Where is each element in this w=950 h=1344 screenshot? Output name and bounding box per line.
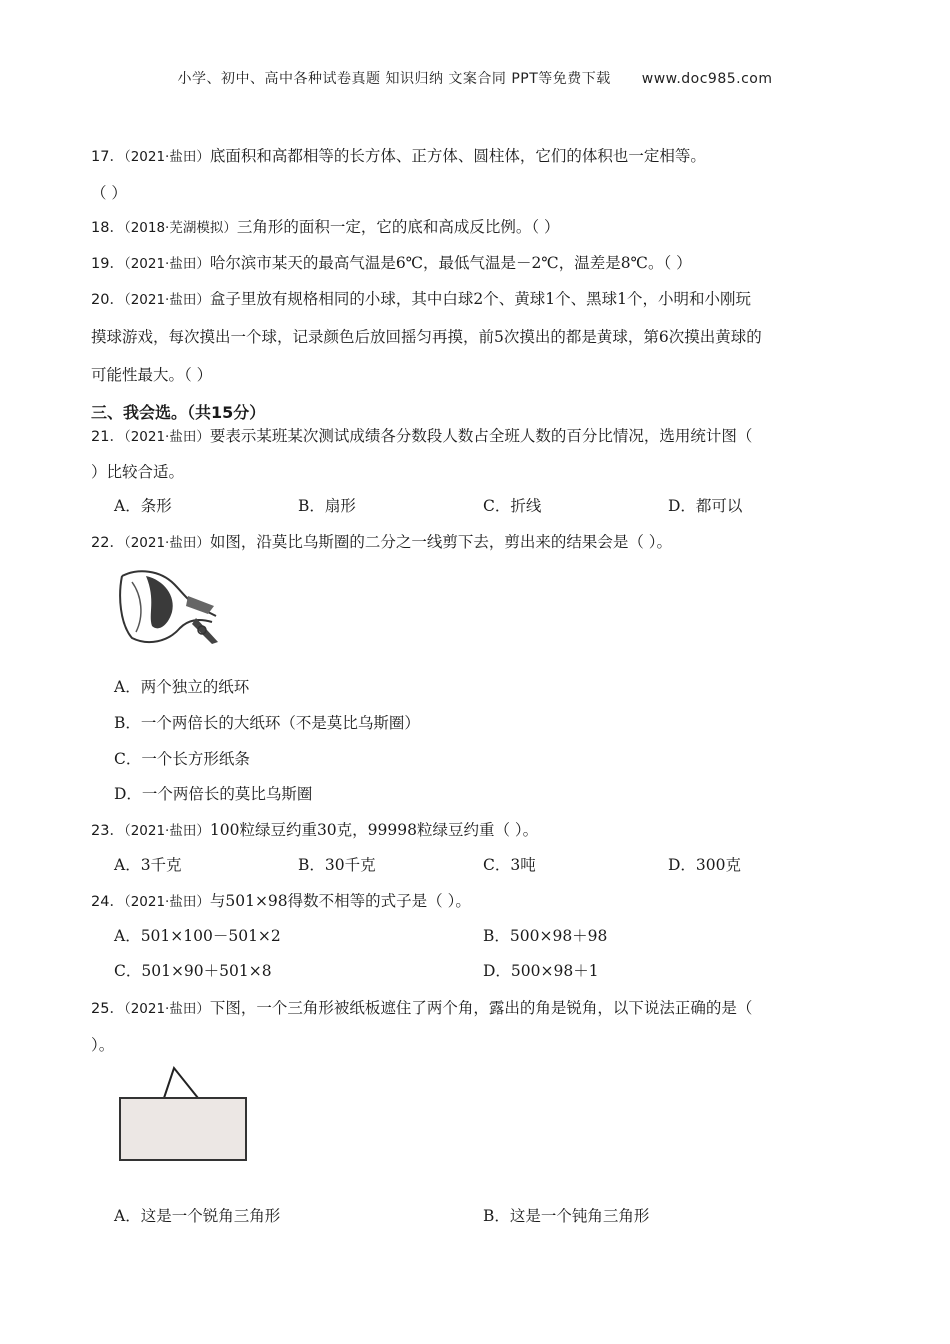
- question-19: [91, 253, 871, 274]
- question-source: （2021·盐田）: [123, 823, 210, 839]
- option-b[interactable]: B．500×98＋98: [483, 927, 608, 945]
- header-site: www.doc985.com: [641, 71, 773, 87]
- question-17: [91, 146, 871, 167]
- option-a[interactable]: A．501×100－501×2: [114, 927, 281, 945]
- question-source: （2021·盐田）: [123, 1001, 210, 1017]
- question-text: 三角形的面积一定，它的底和高成反比例。（ ）: [236, 218, 560, 236]
- option-d[interactable]: D．都可以: [668, 497, 743, 515]
- question-number: 23．: [91, 823, 124, 839]
- question-number: 18．: [91, 220, 124, 236]
- option-b[interactable]: B．扇形: [298, 497, 356, 515]
- question-20-line3: 可能性最大。（ ）: [91, 366, 213, 384]
- question-25-line2: ）。: [91, 1036, 115, 1054]
- question-text: 盒子里放有规格相同的小球，其中白球2个、黄球1个、黑球1个，小明和小刚玩: [209, 290, 751, 308]
- question-number: 24．: [91, 894, 124, 910]
- header-text: 小学、初中、高中各种试卷真题 知识归纳 文案合同 PPT等免费下载: [177, 71, 611, 87]
- option-d[interactable]: D．一个两倍长的莫比乌斯圈: [114, 785, 313, 803]
- question-25: [91, 998, 871, 1019]
- option-a[interactable]: A．这是一个锐角三角形: [114, 1207, 281, 1225]
- question-20-line2: 摸球游戏，每次摸出一个球，记录颜色后放回摇匀再摸，前5次摸出的都是黄球，第6次摸出黄球的: [91, 328, 762, 346]
- option-c[interactable]: C．折线: [483, 497, 542, 515]
- option-d[interactable]: D．300克: [668, 856, 742, 874]
- section-title: 三、我会选。（共15分）: [91, 403, 266, 422]
- option-a[interactable]: A．3千克: [114, 856, 182, 874]
- question-number: 25．: [91, 1001, 124, 1017]
- question-text: 要表示某班某次测试成绩各分数段人数占全班人数的百分比情况，选用统计图（: [209, 427, 753, 445]
- question-23: [91, 820, 871, 841]
- question-source: （2018·芜湖模拟）: [123, 220, 237, 236]
- option-c[interactable]: C．一个长方形纸条: [114, 750, 250, 768]
- triangle-behind-board-figure: [116, 1064, 250, 1164]
- option-c[interactable]: C．501×90＋501×8: [114, 962, 272, 980]
- option-a[interactable]: A．两个独立的纸环: [114, 678, 250, 696]
- page-header: [0, 68, 950, 88]
- question-text: 底面积和高都相等的长方体、正方体、圆柱体，它们的体积也一定相等。: [209, 147, 706, 165]
- question-18: [91, 217, 871, 238]
- option-b[interactable]: B．30千克: [298, 856, 376, 874]
- question-17-tail: （ ）: [91, 184, 127, 202]
- question-text: 哈尔滨市某天的最高气温是6℃，最低气温是－2℃，温差是8℃。（ ）: [209, 254, 692, 272]
- question-source: （2021·盐田）: [123, 535, 210, 551]
- question-number: 22．: [91, 535, 124, 551]
- question-source: （2021·盐田）: [123, 292, 210, 308]
- question-source: （2021·盐田）: [123, 429, 210, 445]
- question-text: 下图，一个三角形被纸板遮住了两个角，露出的角是锐角，以下说法正确的是（: [209, 999, 753, 1017]
- question-source: （2021·盐田）: [123, 256, 210, 272]
- question-source: （2021·盐田）: [123, 149, 210, 165]
- option-a[interactable]: A．条形: [114, 497, 172, 515]
- question-text: 100粒绿豆约重30克，99998粒绿豆约重（ ）。: [209, 821, 539, 839]
- question-21: [91, 426, 871, 447]
- question-text: 与501×98得数不相等的式子是（ ）。: [209, 892, 471, 910]
- option-c[interactable]: C．3吨: [483, 856, 536, 874]
- question-number: 21．: [91, 429, 124, 445]
- option-d[interactable]: D．500×98＋1: [483, 962, 599, 980]
- question-21-line2: ）比较合适。: [91, 463, 185, 481]
- question-22: [91, 532, 871, 553]
- question-number: 17．: [91, 149, 124, 165]
- question-number: 20．: [91, 292, 124, 308]
- option-b[interactable]: B．这是一个钝角三角形: [483, 1207, 650, 1225]
- question-24: [91, 891, 871, 912]
- mobius-strip-figure: [118, 566, 220, 646]
- question-number: 19．: [91, 256, 124, 272]
- option-b[interactable]: B．一个两倍长的大纸环（不是莫比乌斯圈）: [114, 714, 420, 732]
- question-text: 如图，沿莫比乌斯圈的二分之一线剪下去，剪出来的结果会是（ ）。: [209, 533, 673, 551]
- question-20: [91, 289, 871, 310]
- question-source: （2021·盐田）: [123, 894, 210, 910]
